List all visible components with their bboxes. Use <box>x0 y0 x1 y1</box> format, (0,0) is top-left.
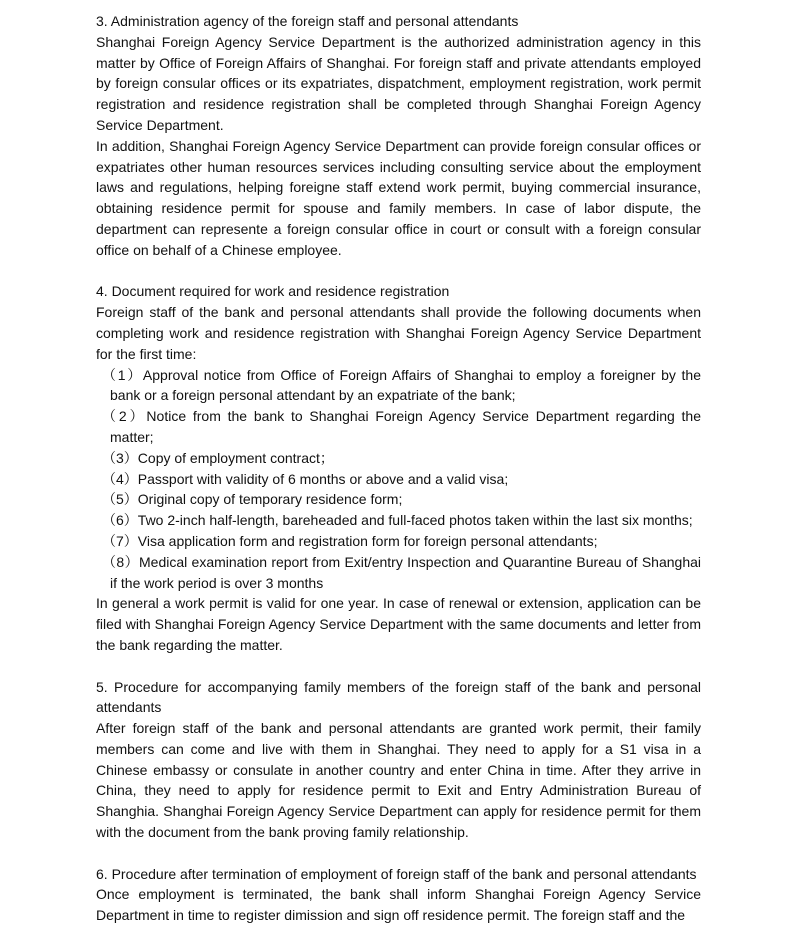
list-item <box>96 489 701 510</box>
list-item <box>96 448 701 469</box>
list-item-text: Two 2-inch half-length, bareheaded and full-faced photos taken within the last six months; <box>137 512 693 529</box>
list-item-text: Passport with validity of 6 months or above and a valid visa; <box>137 470 509 487</box>
list-item-number: （3） <box>102 449 138 466</box>
section-spacer <box>96 843 701 864</box>
list-item <box>96 510 701 531</box>
paragraph: In general a work permit is valid for one year. In case of renewal or extension, application can be filed with Shanghai Foreign Agency Service Department with the same documents and letter from the bank regarding the matter. <box>96 595 701 653</box>
list-item-number: （4） <box>102 470 138 487</box>
list-item-number: （6） <box>102 512 138 529</box>
list-item-text: Copy of employment contract； <box>137 449 334 466</box>
paragraph: In addition, Shanghai Foreign Agency Service Department can provide foreign consular offices or expatriates other human resources services including consulting service about the employment laws and regulations, helping foreigne staff extend work permit, buying commercial insurance, obtaining residence permit for spouse and family members. In case of labor dispute, the department can represente a foreign consular office in court or consult with a foreign consular office on behalf of a Chinese employee. <box>96 137 701 258</box>
paragraph: Shanghai Foreign Agency Service Department is the authorized administration agency in this matter by Office of Foreign Affairs of Shanghai. For foreign staff and private attendants employed by foreign consular offices or its expatriates, dispatchment, employment registration, work permit registration and residence registration shall be completed through Shanghai Foreign Agency Service Department. <box>96 33 701 133</box>
list-item-text: Notice from the bank to Shanghai Foreign Agency Service Department regarding the matter; <box>110 408 701 445</box>
list-item-number: （2） <box>102 408 147 425</box>
list-item <box>96 531 701 552</box>
section-heading: 4. Document required for work and residence registration <box>96 283 450 300</box>
section-spacer <box>96 656 701 677</box>
list-item-number: （5） <box>102 491 138 508</box>
paragraph: Foreign staff of the bank and personal attendants shall provide the following documents when completing work and residence registration with Shanghai Foreign Agency Service Department for the first time: <box>96 304 701 362</box>
section-heading: 6. Procedure after termination of employment of foreign staff of the bank and personal attendants <box>96 865 697 882</box>
document-page <box>96 11 701 926</box>
list-item-text: Visa application form and registration form for foreign personal attendants; <box>137 532 598 549</box>
section-4 <box>96 281 701 655</box>
list-item-number: （1） <box>102 366 143 383</box>
paragraph: After foreign staff of the bank and personal attendants are granted work permit, their family members can come and live with them in Shanghai. They need to apply for a S1 visa in a Chinese embassy or consulate in another country and enter China in time. After they arrive in China, they need to apply for residence permit to Exit and Entry Administration Bureau of Shanghia. Shanghai Foreign Agency Service Department can apply for residence permit for them with the document from the bank proving family relationship. <box>96 720 701 841</box>
section-heading: 3. Administration agency of the foreign staff and personal attendants <box>96 13 519 29</box>
list-item-text: Original copy of temporary residence form; <box>137 491 403 508</box>
document-list <box>96 365 701 594</box>
paragraph: Once employment is terminated, the bank shall inform Shanghai Foreign Agency Service Department in time to register dimission and sign off residence permit. The foreign staff and the <box>96 886 701 924</box>
list-item <box>96 365 701 407</box>
list-item <box>96 406 701 448</box>
section-6 <box>96 864 701 926</box>
list-item-number: （7） <box>102 532 138 549</box>
list-item-text: Approval notice from Office of Foreign Affairs of Shanghai to employ a foreigner by the bank or a foreign personal attendant by an expatriate of the bank; <box>110 366 701 404</box>
list-item <box>96 552 701 594</box>
section-spacer <box>96 261 701 282</box>
list-item-text: Medical examination report from Exit/entry Inspection and Quarantine Bureau of Shanghai if the work period is over 3 months <box>110 553 701 591</box>
section-3 <box>96 11 701 261</box>
section-5 <box>96 677 701 843</box>
list-item-number: （8） <box>102 553 139 570</box>
section-heading: 5. Procedure for accompanying family members of the foreign staff of the bank and personal attendants <box>96 678 701 716</box>
list-item <box>96 469 701 490</box>
